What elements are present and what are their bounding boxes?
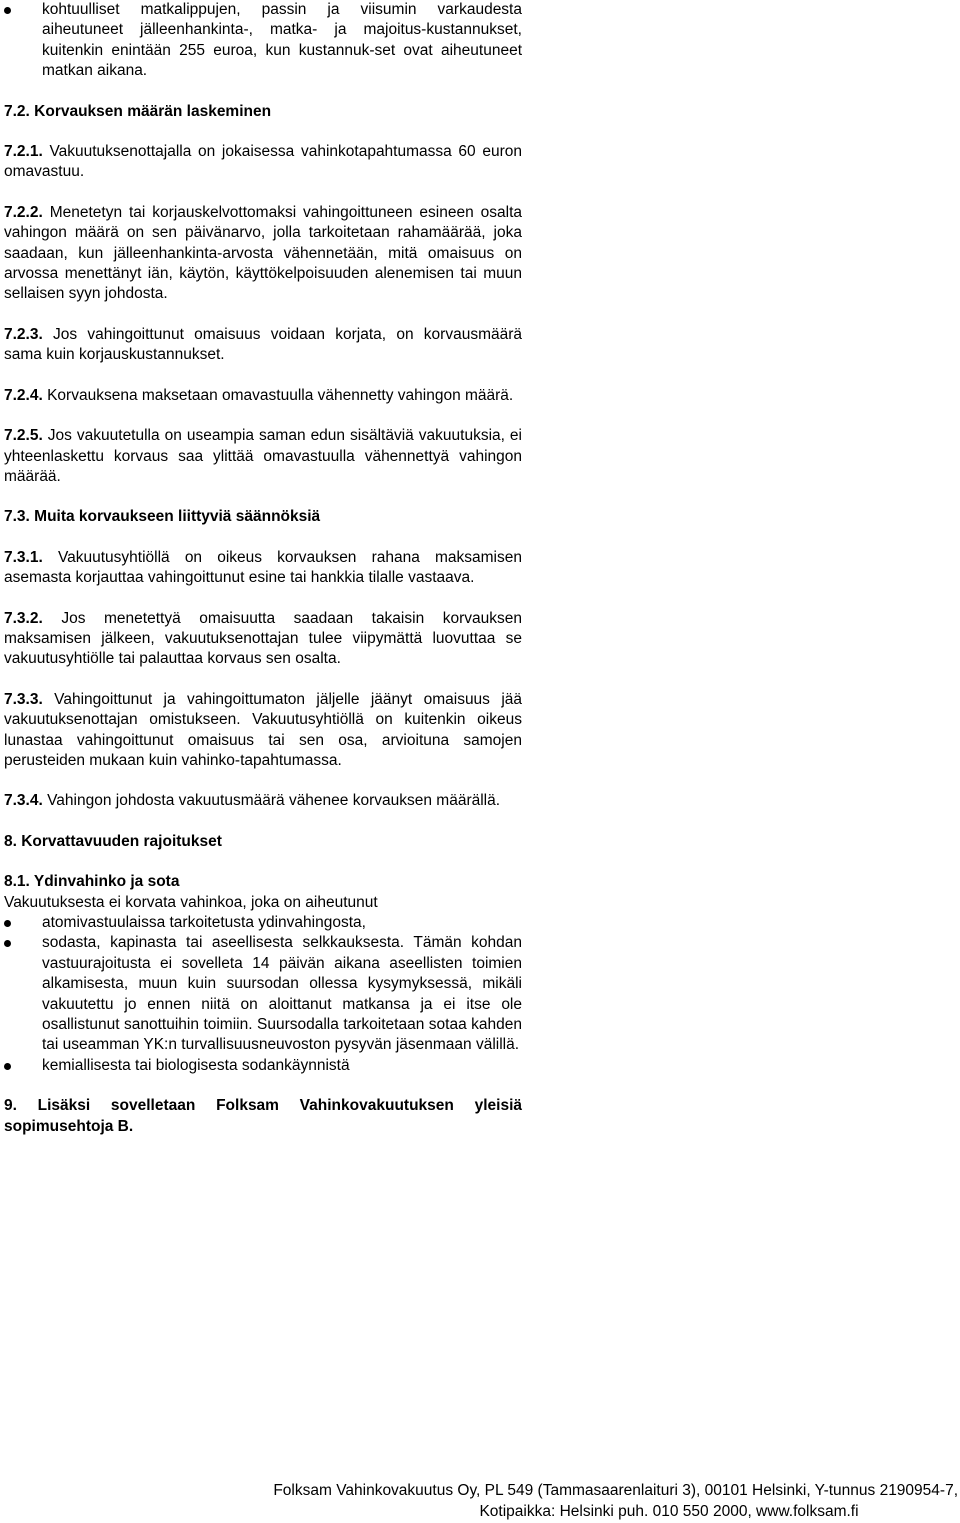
page-footer	[0, 1480, 960, 1522]
section-heading-7-2: 7.2. Korvauksen määrän laskeminen	[4, 102, 272, 120]
bullet-icon	[4, 920, 11, 927]
section-heading-8-1: 8.1. Ydinvahinko ja sota	[4, 873, 180, 891]
clause-text: Jos menetettyä omaisuutta saadaan takaisin korvauksen maksamisen jälkeen, vakuutuksenottajan tulee viipymättä luovuttaa se vakuutusyhtiölle tai palauttaa korvaus sen osalta.	[4, 609, 522, 668]
paragraph-7-2-4	[4, 386, 522, 406]
paragraph-7-2-1	[4, 142, 522, 183]
section-heading-9: 9. Lisäksi sovelletaan Folksam Vahinkovakuutuksen yleisiä sopimusehtoja B.	[4, 1097, 522, 1135]
paragraph-8-1-intro: Vakuutuksesta ei korvata vahinkoa, joka on aiheutunut	[4, 893, 378, 911]
document-body	[4, 0, 522, 1137]
clause-number: 7.2.4.	[4, 386, 43, 404]
clause-number: 7.3.3.	[4, 690, 43, 708]
footer-company-line: Folksam Vahinkovakuutus Oy, PL 549 (Tammasaarenlaituri 3), 00101 Helsinki, Y-tunnus 2190954-7,	[273, 1482, 958, 1499]
section-heading-7-3: 7.3. Muita korvaukseen liittyviä säännöksiä	[4, 508, 321, 526]
footer-contact-line: Kotipaikka: Helsinki puh. 010 550 2000, www.folksam.fi	[479, 1503, 859, 1520]
clause-text: Vakuutuksenottajalla on jokaisessa vahinkotapahtumassa 60 euron omavastuu.	[4, 143, 522, 181]
bullet-icon	[4, 7, 11, 14]
clause-number: 7.2.1.	[4, 143, 43, 161]
clause-number: 7.3.2.	[4, 609, 43, 627]
clause-text: Vakuutusyhtiöllä on oikeus korvauksen rahana maksamisen asemasta korjauttaa vahingoittunut esine tai hankkia tilalle vastaava.	[4, 548, 522, 587]
paragraph-7-3-3	[4, 690, 522, 772]
clause-text: Korvauksena maksetaan omavastuulla vähennetty vahingon määrä.	[47, 386, 514, 404]
clause-text: Jos vahingoittunut omaisuus voidaan korjata, on korvausmäärä sama kuin korjauskustannukset.	[4, 325, 523, 364]
clause-number: 7.2.5.	[4, 427, 43, 445]
paragraph-7-2-2	[4, 203, 522, 305]
paragraph-7-3-2	[4, 609, 522, 670]
section-heading-8: 8. Korvattavuuden rajoitukset	[4, 832, 222, 850]
bullet-icon	[4, 940, 11, 947]
clause-number: 7.2.2.	[4, 203, 43, 221]
bullet-icon	[4, 1063, 11, 1070]
list-item: kohtuulliset matkalippujen, passin ja viisumin varkaudesta aiheutuneet jälleenhankinta-, matka- ja majoitus-kustannukset, kuitenkin enintään 255 euroa, kun kustannuk-set ovat aiheutuneet matkan aikana.	[4, 0, 522, 82]
clause-number: 7.3.1.	[4, 548, 43, 566]
paragraph-7-3-4	[4, 791, 522, 811]
paragraph-7-3-1	[4, 548, 522, 589]
paragraph-7-2-5	[4, 426, 522, 487]
clause-text: Menetetyn tai korjauskelvottomaksi vahingoittuneen esineen osalta vahingon määrä on sen päivänarvo, jolla tarkoitetaan rahamäärää, joka saadaan, kun jälleenhankinta-arvosta vähennetään, mitä omaisuus on arvossa menettänyt iän, käytön, käyttökelpoisuuden alenemisen tai muun sellaisen syyn johdosta.	[4, 203, 522, 303]
clause-number: 7.2.3.	[4, 325, 43, 343]
clause-text: Vahingoittunut ja vahingoittumaton jäljelle jäänyt omaisuus jää vakuutuksenottajan omistukseen. Vakuutusyhtiöllä on kuitenkin oikeus lunastaa vahingoittunut omaisuus tai sen osa, arvioituna samojen perusteiden mukaan kuin vahinko-tapahtumassa.	[4, 690, 522, 769]
clause-number: 7.3.4.	[4, 792, 43, 810]
list-item: sodasta, kapinasta tai aseellisesta selkkauksesta. Tämän kohdan vastuurajoitusta ei sovelleta 14 päivän aikana aseellisten toimien alkamisesta, muun kuin suursodan ollessa kysymyksessä, mikäli vakuutettu jo ennen niitä on aloittanut matkansa ja ei itse ole osallistunut sanottuihin toimiin. Suursodalla tarkoitetaan sotaa kahden tai useamman YK:n turvallisuusneuvoston pysyvän jäsenmaan välillä.	[4, 933, 522, 1055]
list-item: kemiallisesta tai biologisesta sodankäynnistä	[4, 1056, 522, 1076]
clause-text: Vahingon johdosta vakuutusmäärä vähenee korvauksen määrällä.	[47, 792, 501, 810]
clause-text: Jos vakuutetulla on useampia saman edun sisältäviä vakuutuksia, ei yhteenlaskettu korvaus saa ylittää omavastuulla vähennettyä vahingon määrää.	[4, 427, 522, 485]
paragraph-7-2-3	[4, 325, 522, 366]
list-item: atomivastuulaissa tarkoitetusta ydinvahingosta,	[4, 913, 522, 933]
